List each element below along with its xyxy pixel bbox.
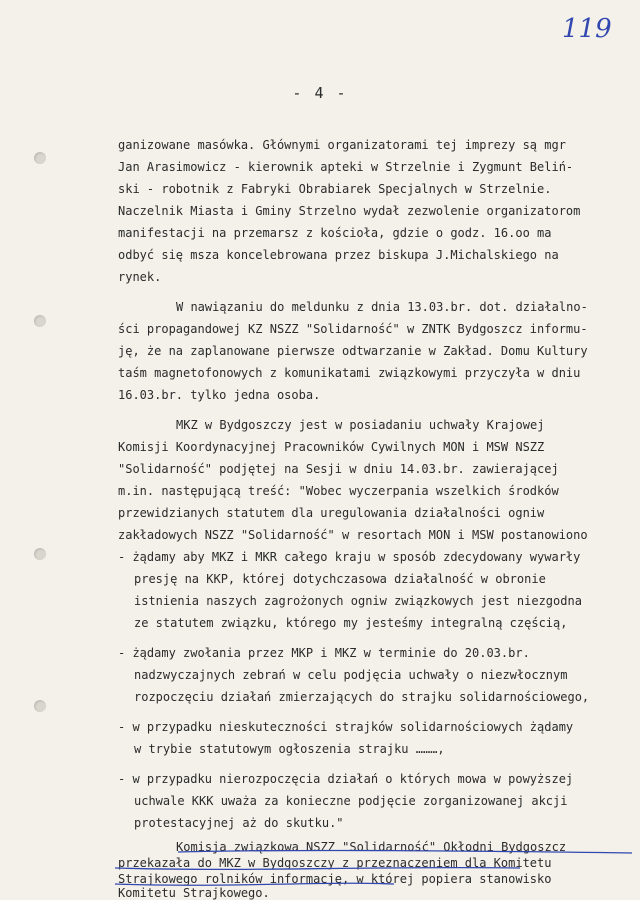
punch-hole [34, 700, 46, 712]
handwritten-archive-number: 119 [562, 14, 612, 44]
text-line: odbyć się msza koncelebrowana przez biskupa J.Michalskiego na [118, 248, 559, 262]
text-line: zakładowych NSZZ "Solidarność" w resortach MON i MSW postanowiono [118, 528, 588, 542]
bullet-line: - żądamy zwołania przez MKP i MKZ w terminie do 20.03.br. [118, 646, 530, 660]
bullet-line: nadzwyczajnych zebrań w celu podjęcia uchwały o niezwłocznym [134, 668, 568, 682]
text-line: ję, że na zaplanowane pierwsze odtwarzanie w Zakład. Domu Kultury [118, 344, 588, 358]
text-line: 16.03.br. tylko jedna osoba. [118, 388, 321, 402]
bullet-line: - w przypadku nierozpoczęcia działań o których mowa w powyższej [118, 772, 574, 786]
bullet-line: protestacyjnej aż do skutku." [134, 816, 344, 830]
bullet-line: uchwale KKK uważa za konieczne podjęcie zorganizowanej akcji [134, 794, 568, 808]
text-line: manifestacji na przemarsz z kościoła, gdzie o godz. 16.oo ma [118, 226, 552, 240]
text-line: m.in. następującą treść: "Wobec wyczerpania wszelkich środków [118, 484, 559, 498]
bullet-line: rozpoczęciu działań zmierzających do strajku solidarnościowego, [134, 690, 590, 704]
text-line: taśm magnetofonowych z komunikatami związkowymi przyczyła w dniu [118, 366, 581, 380]
text-line: MKZ w Bydgoszczy jest w posiadaniu uchwały Krajowej [176, 418, 545, 432]
text-line: przekazała do MKZ w Bydgoszczy z przeznaczeniem dla Komitetu [118, 856, 552, 870]
text-line: Komitetu Strajkowego. [118, 886, 270, 900]
text-line: Komisja związkowa NSZZ "Solidarność" Okłodni Bydgoszcz [176, 840, 567, 854]
text-line: ski - robotnik z Fabryki Obrabiarek Specjalnych w Strzelnie. [118, 182, 552, 196]
text-line: ganizowane masówka. Głównymi organizatorami tej imprezy są mgr [118, 138, 566, 152]
text-line: Komisji Koordynacyjnej Pracowników Cywilnych MON i MSW NSZZ [118, 440, 545, 454]
text-line: przewidzianych statutem dla uregulowania działalności ogniw [118, 506, 545, 520]
page-number: - 4 - [292, 84, 348, 102]
text-line: "Solidarność" podjętej na Sesji w dniu 14.03.br. zawierającej [118, 462, 559, 476]
bullet-line: ze statutem związku, którego my jesteśmy integralną częścią, [134, 616, 568, 630]
text-line: W nawiązaniu do meldunku z dnia 13.03.br. dot. działalno- [176, 300, 588, 314]
punch-hole [34, 315, 46, 327]
text-line: Strajkowego rolników informację, w której popiera stanowisko [118, 872, 552, 886]
text-line: Naczelnik Miasta i Gminy Strzelno wydał zezwolenie organizatorom [118, 204, 581, 218]
bullet-line: w trybie statutowym ogłoszenia strajku ………, [134, 742, 445, 756]
bullet-line: presję na KKP, której dotychczasowa działalność w obronie [134, 572, 546, 586]
bullet-line: - w przypadku nieskuteczności strajków solidarnościowych żądamy [118, 720, 574, 734]
punch-hole [34, 548, 46, 560]
text-line: rynek. [118, 270, 162, 284]
punch-hole [34, 152, 46, 164]
text-line: Jan Arasimowicz - kierownik apteki w Strzelnie i Zygmunt Beliń- [118, 160, 574, 174]
bullet-line: - żądamy aby MKZ i MKR całego kraju w sposób zdecydowany wywarły [118, 550, 581, 564]
text-line: ści propagandowej KZ NSZZ "Solidarność" w ZNTK Bydgoszcz informu- [118, 322, 588, 336]
bullet-line: istnienia naszych zagrożonych ogniw związkowych jest niezgodna [134, 594, 582, 608]
